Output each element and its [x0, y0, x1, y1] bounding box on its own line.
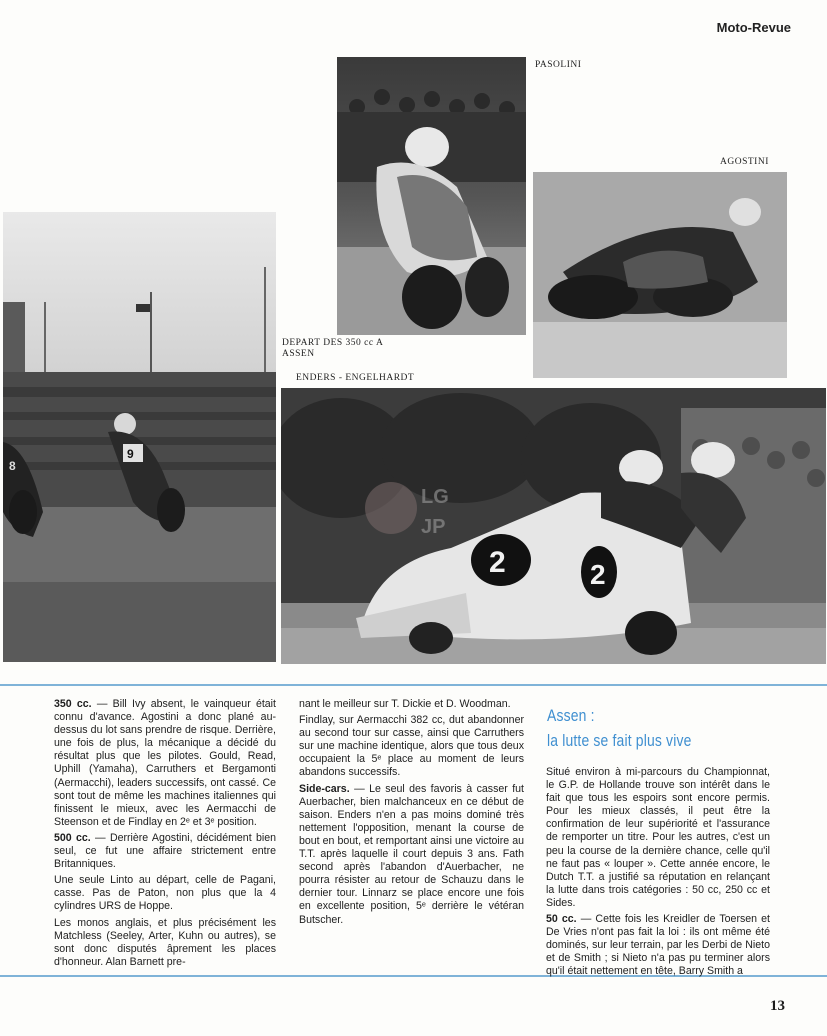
photo-depart-350 [3, 212, 276, 662]
photo-agostini [533, 172, 787, 378]
watermark-line2: JP [421, 516, 446, 538]
paragraph: nant le meilleur sur T. Dickie et D. Woodman. [299, 698, 511, 710]
caption-depart-350: DEPART DES 350 cc A ASSEN [282, 338, 383, 359]
rider-number-8: 8 [9, 459, 16, 473]
photo-sidecar [281, 388, 826, 664]
magazine-title: Moto-Revue [716, 20, 791, 35]
caption-enders-engelhardt: ENDERS - ENGELHARDT [296, 373, 415, 383]
article-column-1: 350 cc. — Bill Ivy absent, le vainqueur était connu d'avance. Agostini a donc plané au-dessus du lot sans prendre de risque. Derrière, une fois de plus, la mécanique a décidé du résultat plus que les pilotes. Gould, Read, Uphill (Yamaha), Carruthers et Bergamonti (Aermacchi), leaders successifs, ont cassé. Ce sont tout de même les machines italiennes qui finissent le mieux, avec les Aermacchi de Steenson et de Findlay en 2ᵉ et 3ᵉ position. 500 cc. — Derrière Agostini, décidément bien seul, ce fut une affaire strictement entre Britanniques. Une seule Linto au départ, celle de Pagani, casse. Pas de Paton, non plus que la 4 cylindres URS de Hoppe. Les monos anglais, et plus précisément les Matchless (Seeley, Arter, Kuhn ou autres), se sont donc disputés âprement les places d'honneur. Alan Barnett pre- [54, 698, 276, 968]
watermark-line1: LG [421, 486, 449, 508]
paragraph: Situé environ à mi-parcours du Championnat, le G.P. de Hollande trouve son intérêt dans le fait que tous les espoirs sont encore permis. Pour les mieux classés, il peut être la confirmation de leur supériorité et l'assurance de remporter un titre. Pour les autres, c'est un peu la course de la dernière chance, celle qu'il ne faut pas « louper ». Cette année encore, le Dutch T.T. a justifié sa réputation en relançant la lutte dans trois catégories : 50 cc, 250 cc et Sides. [546, 766, 770, 909]
paragraph: Les monos anglais, et plus précisément les Matchless (Seeley, Arter, Kuhn ou autres), se sont donc disputés âprement les places d'honneur. Alan Barnett pre- [54, 916, 276, 968]
top-rule [0, 684, 827, 686]
page-number: 13 [770, 998, 785, 1014]
article-column-3: Situé environ à mi-parcours du Championnat, le G.P. de Hollande trouve son intérêt dans le fait que tous les espoirs sont encore permis. Pour les mieux classés, il peut être la confirmation de leur supériorité et l'assurance de remporter un titre. Pour les autres, c'est un peu la course de la dernière chance, celle qu'il ne faut pas « louper ». Cette année encore, le Dutch T.T. a justifié sa réputation en relançant la lutte dans trois catégories : 50 cc, 250 cc et Sides. 50 cc. — Cette fois les Kreidler de Toersen et De Vries n'ont pas fait la loi : ils ont même été dominés, sur leur terrain, par les Derbi de Nieto et de Smith ; si Nieto n'a pas pu terminer alors qu'il était nettement en tête, Barry Smith a [546, 766, 770, 978]
section-lead-50: 50 cc. [546, 913, 577, 926]
rider-number-9: 9 [127, 447, 134, 461]
paragraph: Findlay, sur Aermacchi 382 cc, dut abandonner au second tour sur casse, ainsi que Carruthers sur une machine identique, alors que tous deux occupaient la 5ᵉ place au moment de leurs abandons successifs. [299, 714, 524, 779]
sidecar-number-right: 2 [590, 559, 606, 590]
paragraph: Une seule Linto au départ, celle de Pagani, casse. Pas de Paton, non plus que la 4 cylindres URS de Hoppe. [54, 874, 276, 913]
caption-agostini: AGOSTINI [720, 157, 769, 167]
article-column-2: nant le meilleur sur T. Dickie et D. Woodman. Findlay, sur Aermacchi 382 cc, dut abandonner au second tour sur casse, ainsi que Carruthers sur une machine identique, alors que tous deux occupaient la 5ᵉ place au moment de leurs abandons successifs. Side-cars. — Le seul des favoris à casser fut Auerbacher, bien malchanceux en ce début de saison. Enders n'en a pas moins dominé très nettement l'opposition, menant la course de bout en bout, et remportant ainsi une victoire au T.T. après laquelle il court depuis 3 ans. Fath second après l'abandon d'Auerbacher, ne pourra résister au retour de Schauzu dans le dernier tour. Linnarz se place encore une fois en excellente position, 5ᵉ derrière le vétéran Butscher. [299, 698, 524, 926]
photo-pasolini [337, 57, 526, 335]
section-lead-sidecars: Side-cars. [299, 782, 350, 795]
caption-pasolini: PASOLINI [535, 60, 582, 70]
article-heading-line1: Assen : [547, 706, 595, 725]
section-lead-500: 500 cc. [54, 831, 91, 844]
article-heading-line2: la lutte se fait plus vive [547, 731, 692, 750]
sidecar-number-left: 2 [489, 546, 506, 579]
section-lead-350: 350 cc. [54, 698, 92, 710]
